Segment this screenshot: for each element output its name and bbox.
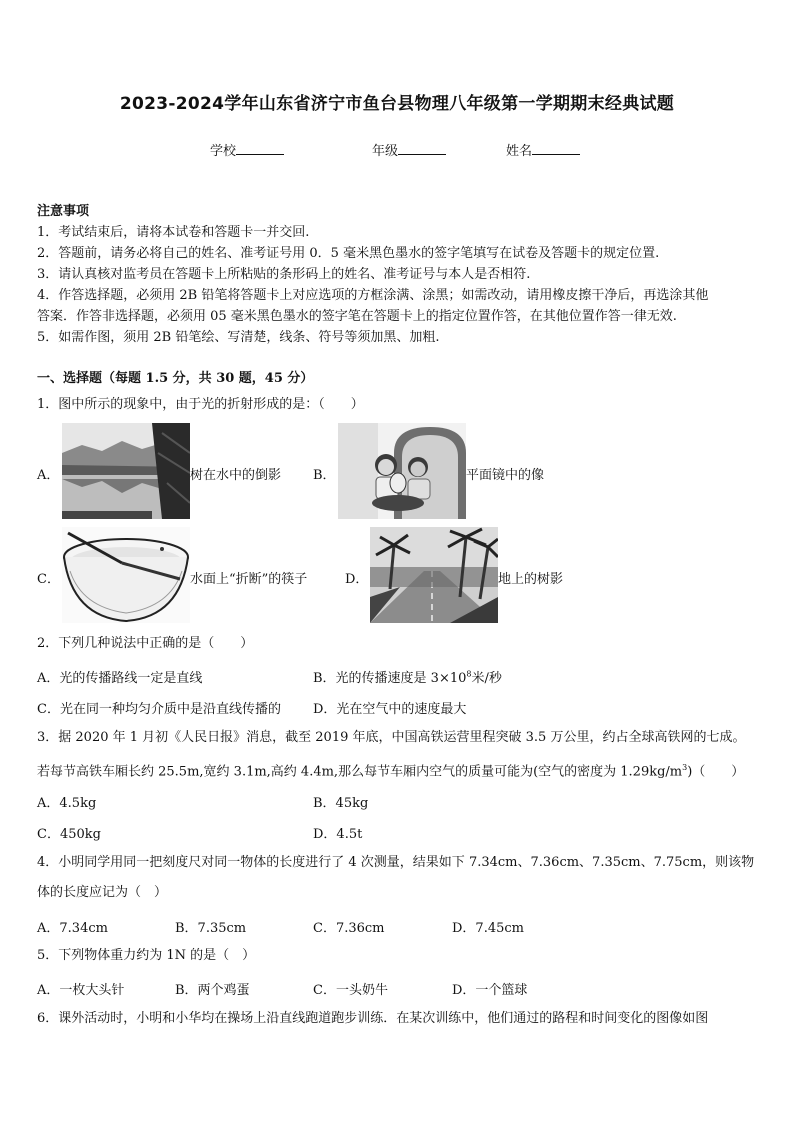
grade-label: 年级 [372,144,399,159]
note-item: 2．答题前，请务必将自己的姓名、准考证号用 0．5 毫米黑色墨水的签字笔填写在试卷及答题卡的规定位置. [37,246,660,261]
question-3-tail: )（ ） [687,764,745,780]
school-blank [236,142,284,155]
q3-option-b: B．45kg [313,796,369,811]
q2-option-a: A．光的传播路线一定是直线 [37,671,203,686]
name-field [506,140,580,159]
question-3-line-1: 3．据 2020 年 1 月初《人民日报》消息，截至 2019 年底，中国高铁运营里程突破 3.5 万公里，约占全球高铁网的七成。 [37,730,746,745]
option-c-letter: C． [37,572,60,587]
question-6-line-1: 6．课外活动时，小明和小华均在操场上沿直线跑道跑步训练．在某次训练中，他们通过的路程和时间变化的图像如图 [37,1011,709,1026]
question-1-stem: 1．图中所示的现象中，由于光的折射形成的是：（ ） [37,397,364,412]
school-field [210,140,284,159]
notes-heading: 注意事项 [37,204,90,219]
q5-option-b: B．两个鸡蛋 [175,983,250,998]
option-b-letter: B． [313,468,336,483]
option-d-caption: 地上的树影 [498,572,564,587]
q5-option-a: A．一枚大头针 [37,983,125,998]
section-heading: 一、选择题（每题 1.5 分，共 30 题，45 分） [37,371,314,386]
question-3-line-2 [37,760,744,780]
page-title: 2023-2024学年山东省济宁市鱼台县物理八年级第一学期期末经典试题 [119,94,675,114]
q2-option-b-text: B．光的传播速度是 3×10 [313,671,467,686]
question-2-stem: 2．下列几种说法中正确的是（ ） [37,636,254,651]
grade-field [372,140,446,159]
option-b-caption: 平面镜中的像 [466,468,545,483]
q4-option-c: C．7.36cm [313,921,385,936]
note-item: 答案．作答非选择题，必须用 05 毫米黑色墨水的签字笔在答题卡上的指定位置作答，在其他位置作答一律无效. [37,309,677,324]
q3-option-c: C．450kg [37,827,101,842]
note-item: 5．如需作图，须用 2B 铅笔绘、写清楚，线条、符号等须加黑、加粗. [37,330,440,345]
option-a-letter: A． [37,468,60,483]
option-c-caption: 水面上“折断”的筷子 [190,572,308,587]
q2-option-b-exponent: 8 [466,669,472,679]
grade-blank [398,142,446,155]
q2-option-c: C．光在同一种均匀介质中是沿直线传播的 [37,702,281,717]
note-item: 1．考试结束后，请将本试卷和答题卡一并交回. [37,225,310,240]
q3-option-d: D．4.5t [313,827,363,842]
question-3-text: 若每节高铁车厢长约 25.5m,宽约 3.1m,高约 4.4m,那么每节车厢内空气的质量可能为(空气的密度为 1.29kg/m [37,764,683,780]
q2-option-b [313,667,502,686]
q3-option-a: A．4.5kg [37,796,97,811]
lake-reflection-photo [62,423,190,519]
question-3-exponent: 3 [682,763,688,772]
mirror-baby-photo [338,423,466,519]
name-blank [532,142,580,155]
q5-option-d: D．一个篮球 [452,983,528,998]
question-4-line-1: 4．小明同学用同一把刻度尺对同一物体的长度进行了 4 次测量，结果如下 7.34cm、7.36cm、7.35cm、7.75cm，则该物 [37,855,755,870]
q4-option-b: B．7.35cm [175,921,247,936]
q2-option-d: D．光在空气中的速度最大 [313,702,467,717]
q4-option-d: D．7.45cm [452,921,524,936]
name-label: 姓名 [506,144,533,159]
chopstick-bowl-photo [62,527,190,623]
school-label: 学校 [210,144,237,159]
question-4-line-2: 体的长度应记为（ ） [37,885,168,900]
note-item: 4．作答选择题，必须用 2B 铅笔将答题卡上对应选项的方框涂满、涂黑；如需改动，请用橡皮擦干净后，再选涂其他 [37,288,709,303]
palm-road-photo [370,527,498,623]
q4-option-a: A．7.34cm [37,921,108,936]
option-d-letter: D． [345,572,369,587]
question-5-stem: 5．下列物体重力约为 1N 的是（ ） [37,948,256,963]
option-a-caption: 树在水中的倒影 [190,468,282,483]
q2-option-b-unit: 米/秒 [471,671,502,686]
note-item: 3．请认真核对监考员在答题卡上所粘贴的条形码上的姓名、准考证号与本人是否相符. [37,267,531,282]
q5-option-c: C．一头奶牛 [313,983,388,998]
